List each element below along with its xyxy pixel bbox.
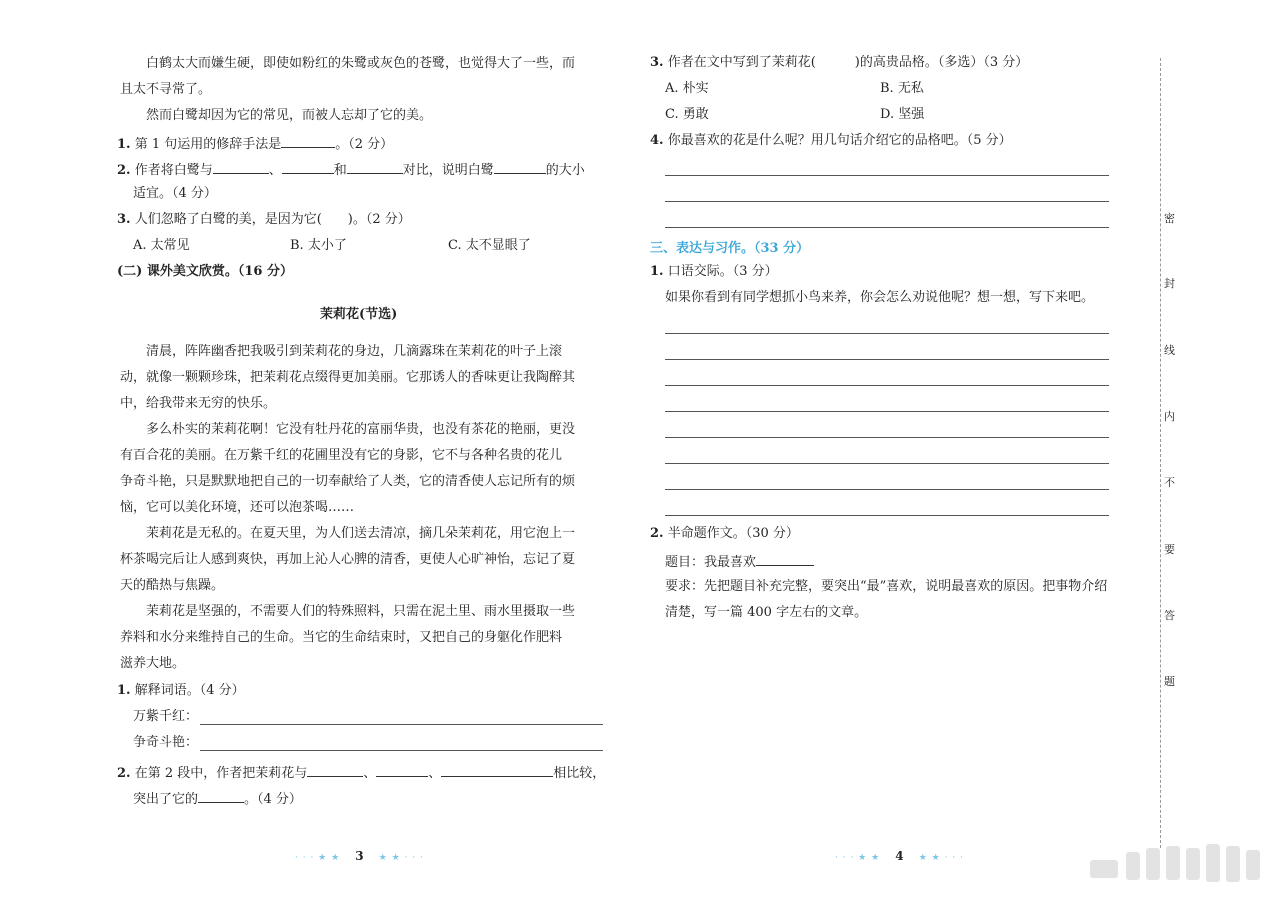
answer-line[interactable]	[665, 463, 1109, 464]
option-a[interactable]: A. 朴实	[665, 81, 709, 96]
seal-char: 封	[1164, 277, 1175, 290]
star-decoration: ★ ★ · · ·	[918, 853, 964, 863]
answer-line[interactable]	[665, 515, 1109, 516]
star-decoration: · · · ★ ★	[295, 853, 341, 863]
question-number: 1.	[650, 264, 664, 279]
answer-line[interactable]	[665, 333, 1109, 334]
answer-blank[interactable]	[281, 133, 335, 148]
seal-char: 要	[1164, 543, 1175, 556]
answer-line[interactable]	[200, 750, 603, 751]
question-text: 你最喜欢的花是什么呢？用几句话介绍它的品格吧。（5 分）	[667, 133, 1012, 148]
question-3-right	[650, 54, 1028, 72]
article-line: 有百合花的美丽。在万紫千红的花圃里没有它的身影，它不与各种名贵的花儿	[120, 448, 563, 463]
question-number: 1.	[117, 137, 131, 152]
article-line: 清晨，阵阵幽香把我吸引到茉莉花的身边，几滴露珠在茉莉花的叶子上滚	[146, 344, 563, 359]
passage-line: 然而白鹭却因为它的常见，而被人忘却了它的美。	[146, 108, 433, 123]
star-decoration: · · · ★ ★	[835, 853, 881, 863]
watermark-logo	[1090, 842, 1265, 887]
question-text: 题目：我最喜欢	[665, 555, 757, 570]
seal-char: 不	[1164, 476, 1175, 489]
passage-line: 白鹤太大而嫌生硬，即使如粉红的朱鹭或灰色的苍鹭，也觉得大了一些，而	[146, 56, 576, 71]
question-text: 人们忽略了白鹭的美，是因为它( )。（2 分）	[134, 212, 411, 227]
option-c[interactable]: C. 勇敢	[665, 107, 709, 122]
page-footer-right	[835, 845, 964, 864]
option-b[interactable]: B. 太小了	[290, 238, 347, 253]
question-3	[117, 211, 411, 229]
answer-blank[interactable]	[441, 762, 553, 777]
question-text: 、	[268, 163, 282, 178]
question-text: 口语交际。（3 分）	[667, 264, 778, 279]
section-heading: (二) 课外美文欣赏。（16 分）	[117, 264, 293, 279]
question-1	[117, 133, 393, 154]
article-line: 茉莉花是坚强的，不需要人们的特殊照料，只需在泥土里、雨水里摄取一些	[146, 604, 576, 619]
answer-blank[interactable]	[376, 762, 428, 777]
answer-blank[interactable]	[494, 159, 546, 174]
answer-line[interactable]	[200, 724, 603, 725]
article-line: 滋养大地。	[120, 656, 186, 671]
answer-line[interactable]	[665, 201, 1109, 202]
reading-question-2-cont	[133, 788, 302, 809]
question-text: 半命题作文。（30 分）	[667, 526, 799, 541]
writing-prompt: 如果你看到有同学想抓小鸟来养，你会怎么劝说他呢？想一想，写下来吧。	[665, 290, 1095, 305]
answer-blank[interactable]	[213, 159, 269, 174]
essay-topic	[665, 551, 814, 572]
answer-line[interactable]	[665, 489, 1109, 490]
question-text: 的大小	[545, 163, 585, 178]
question-text: 对比，说明白鹭	[402, 163, 494, 178]
article-line: 茉莉花是无私的。在夏天里，为人们送去清凉，摘几朵茉莉花，用它泡上一	[146, 526, 576, 541]
article-line: 养料和水分来维持自己的生命。当它的生命结束时，又把自己的身躯化作肥料	[120, 630, 563, 645]
question-text: 作者将白鹭与	[134, 163, 213, 178]
answer-line[interactable]	[665, 227, 1109, 228]
question-number: 4.	[650, 133, 664, 148]
question-text: 。（2 分）	[335, 137, 394, 152]
word-label: 争奇斗艳：	[133, 735, 199, 750]
answer-blank[interactable]	[756, 551, 814, 566]
article-title: 茉莉花(节选)	[320, 307, 398, 322]
page-number: 3	[355, 849, 364, 863]
answer-line[interactable]	[665, 359, 1109, 360]
article-line: 恼，它可以美化环境，还可以泡茶喝……	[120, 500, 355, 515]
star-decoration: ★ ★ · · ·	[378, 853, 424, 863]
seal-char: 答	[1164, 609, 1175, 622]
question-text: 作者在文中写到了茉莉花( )的高贵品格。（多选）（3 分）	[667, 55, 1029, 70]
question-4-right	[650, 132, 1012, 150]
question-number: 2.	[117, 766, 131, 781]
passage-line: 且太不寻常了。	[120, 82, 212, 97]
essay-requirement: 要求：先把题目补充完整，要突出“最”喜欢，说明最喜欢的原因。把事物介绍	[665, 579, 1108, 594]
question-number: 3.	[650, 55, 664, 70]
option-a[interactable]: A. 太常见	[133, 238, 190, 253]
answer-blank[interactable]	[282, 159, 334, 174]
question-number: 3.	[117, 212, 131, 227]
essay-requirement: 清楚，写一篇 400 字左右的文章。	[665, 605, 868, 620]
seal-char: 题	[1164, 675, 1175, 688]
article-line: 天的酷热与焦躁。	[120, 578, 225, 593]
answer-line[interactable]	[665, 437, 1109, 438]
section-heading: 三、表达与习作。（33 分）	[650, 241, 810, 256]
reading-question-2	[117, 762, 605, 783]
word-label: 万紫千红：	[133, 709, 199, 724]
article-line: 中，给我带来无穷的快乐。	[120, 396, 277, 411]
answer-line[interactable]	[665, 411, 1109, 412]
page-number: 4	[895, 849, 904, 863]
answer-blank[interactable]	[307, 762, 363, 777]
seal-char: 线	[1164, 344, 1175, 357]
question-2	[117, 159, 585, 180]
question-text: 、	[428, 766, 442, 781]
page-footer-left	[295, 845, 424, 864]
question-text: 、	[363, 766, 377, 781]
answer-line[interactable]	[665, 175, 1109, 176]
question-text: 第 1 句运用的修辞手法是	[134, 137, 282, 152]
seal-char: 密	[1164, 212, 1175, 225]
article-line: 动，就像一颗颗珍珠，把茉莉花点缀得更加美丽。它那诱人的香味更让我陶醉其	[120, 370, 576, 385]
question-text: 。（4 分）	[244, 792, 302, 807]
question-text: 解释词语。（4 分）	[134, 683, 245, 698]
question-number: 2.	[117, 163, 131, 178]
question-text: 相比较，	[553, 766, 606, 781]
question-text: 和	[333, 163, 347, 178]
question-2-cont: 适宜。（4 分）	[133, 186, 217, 201]
question-text: 在第 2 段中，作者把茉莉花与	[134, 766, 308, 781]
article-line: 多么朴实的茉莉花啊！它没有牡丹花的富丽华贵，也没有茶花的艳丽，更没	[146, 422, 576, 437]
question-number: 2.	[650, 526, 664, 541]
answer-line[interactable]	[665, 385, 1109, 386]
article-line: 争奇斗艳，只是默默地把自己的一切奉献给了人类，它的清香使人忘记所有的烦	[120, 474, 576, 489]
writing-question-1	[650, 263, 778, 281]
option-c[interactable]: C. 太不显眼了	[448, 238, 531, 253]
answer-blank[interactable]	[198, 788, 244, 803]
reading-question-1	[117, 682, 245, 700]
article-line: 杯茶喝完后让人感到爽快，再加上沁人心脾的清香，更使人心旷神怡，忘记了夏	[120, 552, 576, 567]
question-number: 1.	[117, 683, 131, 698]
question-text: 突出了它的	[133, 792, 199, 807]
option-b[interactable]: B. 无私	[880, 81, 924, 96]
writing-question-2	[650, 525, 799, 543]
option-d[interactable]: D. 坚强	[880, 107, 925, 122]
seal-char: 内	[1164, 410, 1175, 423]
seal-line	[1160, 58, 1161, 848]
answer-blank[interactable]	[347, 159, 403, 174]
